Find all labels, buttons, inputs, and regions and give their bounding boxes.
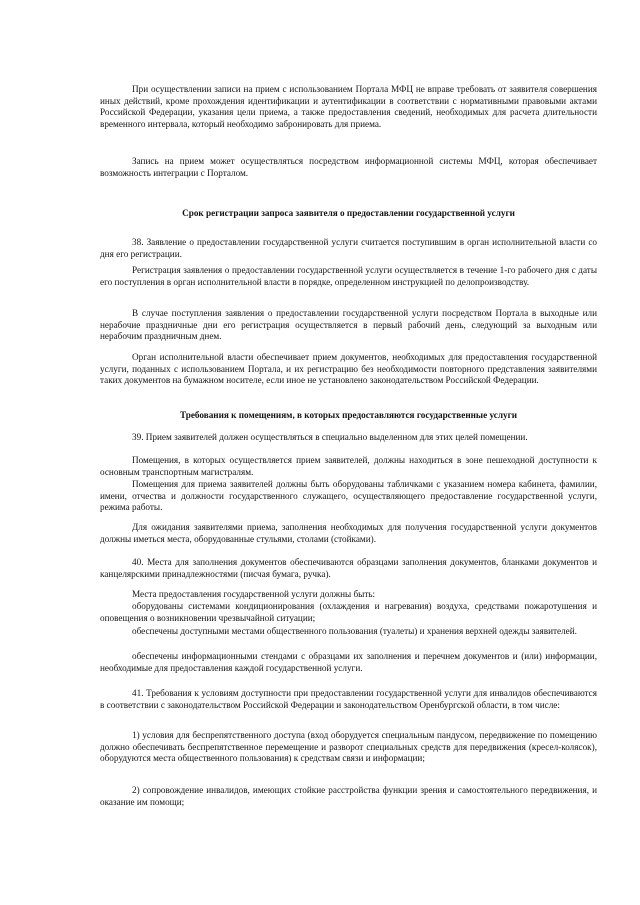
paragraph-item-1: 1) условия для беспрепятственного доступа (вход оборудуется специальным пандусом, передвижение по помещению должно обеспечивать беспрепятственное перемещение и разворот специальных средств для передвижения (кресел-колясок), оборудуются места общественного пользования) к средствам связи и информации; [100,730,597,764]
paragraph-info-stands: обеспечены информационными стендами с образцами их заполнения и перечнем документов и (или) информации, необходимые для предоставления каждой государственной услуги. [100,651,597,673]
paragraph-pedestrian-access: Помещения, в которых осуществляется прием заявителей, должны находиться в зоне пешеходной доступности к основным транспортным магистралям. [100,455,597,477]
paragraph-holiday-registration: В случае поступления заявления о предоставлении государственной услуги посредством Портала в выходные или нерабочие праздничные дни его регистрация осуществляется в первый рабочий день, следующий за выходным или нерабочим праздничным днем. [100,308,597,342]
paragraph-office-signs: Помещения для приема заявителей должны быть оборудованы табличками с указанием номера кабинета, фамилии, имени, отчества и должности государственного служащего, осуществляющего предоставление государственной услуги, режима работы. [100,479,597,513]
paragraph-registration-1-day: Регистрация заявления о предоставлении государственной услуги осуществляется в течение 1-го рабочего дня с даты его поступления в орган исполнительной власти в порядке, определенном инструкцией по делопроизводству. [100,265,597,287]
paragraph-ventilation: оборудованы системами кондиционирования (охлаждения и нагревания) воздуха, средствами пожаротушения и оповещения о возникновении чрезвычайной ситуации; [100,601,597,623]
paragraph-document-acceptance: Орган исполнительной власти обеспечивает прием документов, необходимых для предоставления государственной услуги, поданных с использованием Портала, и их регистрацию без необходимости повторного представления заявителями таких документов на бумажном носителе, если иное не установлено законодательством Российской Федерации. [100,352,597,386]
paragraph-41: 41. Требования к условиям доступности при предоставлении государственной услуги для инвалидов обеспечиваются в соответствии с законодательством Российской Федерации и законодательством Оренбургской области, в том числе: [100,688,597,710]
heading-premises-requirements: Требования к помещениям, в которых предоставляются государственные услуги [179,410,518,420]
paragraph-mfc-system: Запись на прием может осуществляться посредством информационной системы МФЦ, которая обеспечивает возможность интеграции с Порталом. [100,156,597,178]
paragraph-waiting-places: Для ожидания заявителями приема, заполнения необходимых для получения государственной услуги документов должны иметься места, оборудованные стульями, столами (стойками). [100,522,597,544]
paragraph-40: 40. Места для заполнения документов обеспечиваются образцами заполнения документов, бланками документов и канцелярскими принадлежностями (писчая бумага, ручка). [100,557,597,579]
paragraph-38: 38. Заявление о предоставлении государственной услуги считается поступившим в орган исполнительной власти со дня его регистрации. [100,237,597,259]
heading-registration-term: Срок регистрации запроса заявителя о предоставлении государственной услуги [182,208,515,218]
paragraph-toilets: обеспечены доступными местами общественного пользования (туалеты) и хранения верхней одежды заявителей. [132,626,577,636]
paragraph-item-2: 2) сопровождение инвалидов, имеющих стойкие расстройства функции зрения и самостоятельного передвижения, и оказание им помощи; [100,785,597,807]
paragraph-places-must-be: Места предоставления государственной услуги должны быть: [132,589,376,599]
paragraph-39: 39. Прием заявителей должен осуществляться в специально выделенном для этих целей помещении. [132,432,528,442]
paragraph-portal-booking: При осуществлении записи на прием с использованием Портала МФЦ не вправе требовать от заявителя совершения иных действий, кроме прохождения идентификации и аутентификации в соответствии с нормативными правовыми актами Российской Федерации, указания цели приема, а также предоставления сведений, необходимых для расчета длительности временного интервала, который необходимо забронировать для приема. [100,84,597,129]
